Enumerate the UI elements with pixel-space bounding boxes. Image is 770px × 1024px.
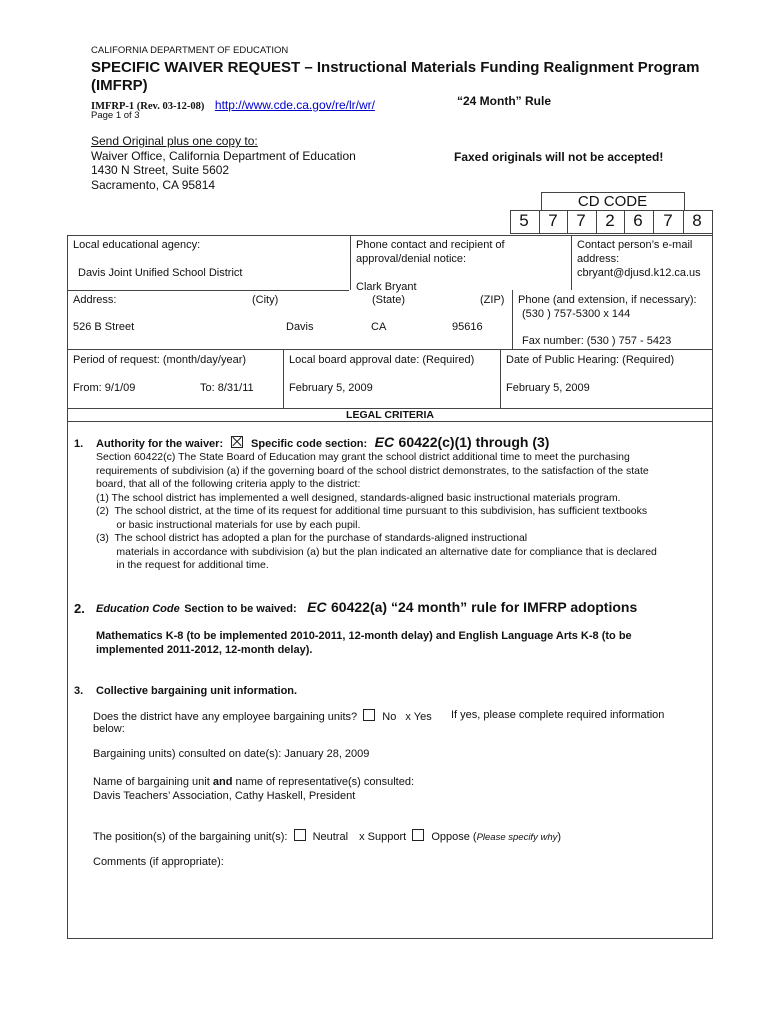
cd-code-digit: 7 [548,211,558,230]
comments-label: Comments (if appropriate): [93,856,224,868]
contact-email[interactable]: cbryant@djusd.k12.ca.us [577,267,701,279]
cd-code-digit: 7 [576,211,586,230]
street-value[interactable]: 526 B Street [73,321,135,333]
consulted-date[interactable]: Bargaining units) consulted on date(s): January 28, 2009 [93,748,370,760]
board-approval-date[interactable]: February 5, 2009 [289,382,373,394]
zip-value[interactable]: 95616 [452,321,483,333]
form-title-line2: (IMFRP) [91,77,148,94]
oppose-label: Oppose ( [431,831,477,843]
authority-label: Authority for the waiver: [96,438,224,450]
waiver-url-link[interactable]: http://www.cde.ca.gov/re/lr/wr/ [214,98,375,112]
send-heading: Send Original plus one copy to: [91,134,258,148]
no-checkbox[interactable] [363,709,375,721]
section-waived-value[interactable]: 60422(a) “24 month” rule for IMFRP adoptions [331,599,638,615]
zip-label: (ZIP) [480,294,505,306]
period-from[interactable]: From: 9/1/09 [73,382,136,394]
text-line: Section 60422(c) The State Board of Education may grant the school district additional time to meet the purchasing [96,451,630,463]
page-number: Page 1 of 3 [91,110,140,121]
cd-code-digit: 8 [692,211,702,230]
agency-value[interactable]: Davis Joint Unified School District [78,267,243,279]
text-line: (1) The school district has implemented a well designed, standards-aligned basic instructional materials program. [96,491,621,504]
period-label: Period of request: (month/day/year) [73,354,247,366]
ec-label: EC [307,599,327,615]
phone-label: Phone (and extension, if necessary): [518,294,697,306]
city-label: (City) [252,294,279,306]
state-value[interactable]: CA [371,321,387,333]
cd-code-label: CD CODE [577,193,648,210]
ec-label: EC [374,434,395,450]
text-line: materials in accordance with subdivision (a) but the plan indicated an alternative date for compliance that is declared [96,545,657,558]
code-section-value[interactable]: 60422(c)(1) through (3) [398,434,550,450]
section-1-text [96,451,657,573]
fax-value[interactable]: Fax number: (530 ) 757 - 5423 [522,335,672,347]
rule-label: “24 Month” Rule [457,94,552,108]
text-line: or basic instructional materials for use by each pupil. [96,518,361,531]
specify-why: Please specify why [476,832,558,843]
section-1-number: 1. [74,438,84,450]
text-line: (3) The school district has adopted a plan for the purchase of standards-aligned instructional [96,532,528,544]
contact-name[interactable]: Clark Bryant [356,281,417,293]
if-yes-note: If yes, please complete required information [451,709,665,721]
city-value[interactable]: Davis [286,321,314,333]
section-2-header [96,599,637,617]
support-label[interactable]: x Support [359,831,407,843]
no-label: No [382,711,397,723]
cd-code-digit: 7 [663,211,673,230]
form-id: IMFRP-1 (Rev. 03-12-08) [91,101,205,112]
neutral-checkbox[interactable] [294,829,306,841]
section-3-label: Collective bargaining unit information. [96,685,298,697]
address-label: Address: [73,294,117,306]
position-row: The position(s) of the bargaining unit(s): Neutral x Support Oppose (Please specify why) [93,831,562,843]
fax-warning: Faxed originals will not be accepted! [454,150,664,164]
text-line: in the request for additional time. [96,559,269,571]
send-line3: Sacramento, CA 95814 [91,178,216,192]
section-1-header [96,434,549,452]
below-note: below: [93,723,125,735]
authority-checkbox[interactable] [231,436,243,448]
phone-value[interactable]: (530 ) 757-5300 x 144 [522,308,631,320]
form-title-line1: SPECIFIC WAIVER REQUEST – Instructional Materials Funding Realignment Program [91,59,700,76]
phone-contact-label-1: Phone contact and recipient of [356,239,505,251]
text-line: (2) The school district, at the time of its request for additional time pursuant to this subdivision, has sufficient textbooks [96,505,648,517]
section-2-detail-1: Mathematics K-8 (to be implemented 2010-2011, 12-month delay) and English Language Arts K-8 (to be [96,630,632,642]
cd-code-digit: 2 [605,211,615,230]
public-hearing-date[interactable]: February 5, 2009 [506,382,590,394]
agency-label: Local educational agency: [73,239,201,251]
period-to[interactable]: To: 8/31/11 [200,382,254,394]
yes-label[interactable]: x Yes [405,711,432,723]
section-waived-label: Section to be waived: [184,603,297,615]
neutral-label: Neutral [312,831,349,843]
bargaining-question: Does the district have any employee bargaining units? [93,711,358,723]
board-approval-label: Local board approval date: (Required) [289,354,475,366]
department-name: CALIFORNIA DEPARTMENT OF EDUCATION [91,45,289,56]
email-label-1: Contact person’s e-mail [577,239,693,251]
position-label: The position(s) of the bargaining unit(s): [93,831,288,843]
cd-code-digit: 5 [519,211,529,230]
text-line: board, that all of the following criteria apply to the district: [96,478,361,490]
section-2-detail-2: implemented 2011-2012, 12-month delay). [96,644,313,656]
education-code-label: Education Code [96,603,180,615]
phone-contact-label-2: approval/denial notice: [356,253,467,265]
email-label-2: address: [577,253,620,265]
unit-name-value[interactable]: Davis Teachers’ Association, Cathy Haskell, President [93,790,356,802]
oppose-checkbox[interactable] [412,829,424,841]
section-2-number: 2. [74,601,85,616]
send-line2: 1430 N Street, Suite 5602 [91,163,230,177]
cd-code-digit: 6 [633,211,643,230]
legal-criteria-heading: LEGAL CRITERIA [346,409,434,421]
bargaining-question-row [93,709,432,723]
text-line: requirements of subdivision (a) if the governing board of the school district demonstrates, to the satisfaction of the state [96,464,649,477]
unit-name-label: Name of bargaining unit and name of representative(s) consulted: [93,776,415,788]
send-line1: Waiver Office, California Department of Education [91,149,356,163]
public-hearing-label: Date of Public Hearing: (Required) [506,354,675,366]
state-label: (State) [372,294,406,306]
code-section-label: Specific code section: [251,438,368,450]
section-3-number: 3. [74,685,84,697]
